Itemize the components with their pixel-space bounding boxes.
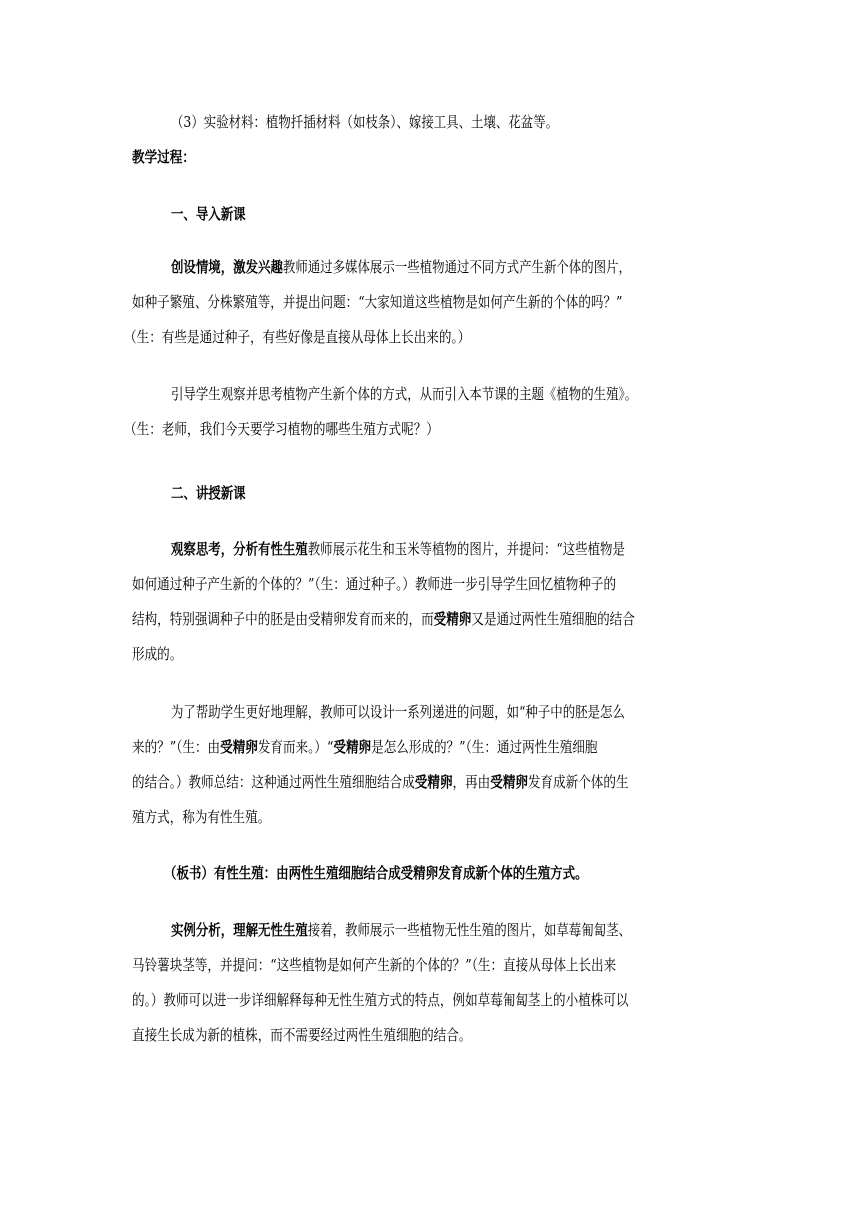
paragraph-line <box>132 772 742 793</box>
keyword-fertilized-egg: 受精卵 <box>414 773 453 791</box>
paragraph-text: 的结合。）教师总结：这种通过两性生殖细胞结合成 <box>132 773 415 791</box>
section-heading-intro: 一、导入新课 <box>171 205 246 223</box>
paragraph-text: 结构，特别强调种子中的胚是由受精卵发育而来的，而 <box>132 610 434 628</box>
keyword-fertilized-egg: 受精卵 <box>433 610 472 628</box>
paragraph-line: 殖方式，称为有性生殖。 <box>132 808 271 826</box>
paragraph-line <box>171 257 742 278</box>
paragraph-text: 教师通过多媒体展示一些植物通过不同方式产生新个体的图片， <box>282 258 631 276</box>
paragraph-text: 发育成新个体的生 <box>527 773 629 791</box>
paragraph-text: 发育而来。）“ <box>257 738 334 756</box>
keyword-fertilized-egg: 受精卵 <box>490 773 528 791</box>
paragraph-lead: 实例分析，理解无性生殖 <box>171 921 308 939</box>
paragraph-line: 形成的。 <box>132 645 183 663</box>
process-heading: 教学过程： <box>132 148 195 166</box>
keyword-fertilized-egg: 受精卵 <box>220 738 258 756</box>
paragraph-text: 接着，教师展示一些植物无性生殖的图片，如草莓匍匐茎、 <box>307 921 631 939</box>
keyword-fertilized-egg: 受精卵 <box>333 738 372 756</box>
section-heading-teaching: 二、讲授新课 <box>171 484 246 502</box>
paragraph-line: 马铃薯块茎等，并提问：“这些植物是如何产生新的个体的？”（生：直接从母体上长出来 <box>132 956 617 974</box>
paragraph-line: 直接生长成为新的植株，而不需要经过两性生殖细胞的结合。 <box>132 1026 472 1044</box>
paragraph-line <box>171 920 742 941</box>
paragraph-text: 来的？”（生：由 <box>132 738 221 756</box>
paragraph-line <box>132 737 742 758</box>
paragraph-line: 如种子繁殖、分株繁殖等，并提出问题：“大家知道这些植物是如何产生新的个体的吗？” <box>132 293 623 311</box>
paragraph-text: 是怎么形成的？”（生：通过两性生殖细胞 <box>371 738 598 756</box>
paragraph-text: 又是通过两性生殖细胞的结合 <box>471 610 635 628</box>
paragraph-lead: 观察思考，分析有性生殖 <box>171 540 308 558</box>
paragraph-text: ，再由 <box>452 773 491 791</box>
paragraph-line: 如何通过种子产生新的个体的？”（生：通过种子。）教师进一步引导学生回忆植物种子的 <box>132 575 617 593</box>
paragraph-line: （生：有些是通过种子，有些好像是直接从母体上长出来的。） <box>124 328 471 346</box>
paragraph-line <box>171 539 742 560</box>
paragraph-line: 为了帮助学生更好地理解，教师可以设计一系列递进的问题，如“种子中的胚是怎么 <box>171 703 625 721</box>
paragraph-line: 的。）教师可以进一步详细解释每种无性生殖方式的特点，例如草莓匍匐茎上的小植株可以 <box>132 991 629 1009</box>
paragraph-line: （生：老师，我们今天要学习植物的哪些生殖方式呢？） <box>124 420 439 438</box>
board-note: （板书）有性生殖：由两性生殖细胞结合成受精卵发育成新个体的生殖方式。 <box>164 864 588 882</box>
paragraph-text: 教师展示花生和玉米等植物的图片，并提问：“这些植物是 <box>307 540 625 558</box>
paragraph-line: 引导学生观察并思考植物产生新个体的方式，从而引入本节课的主题《植物的生殖》。 <box>171 385 638 403</box>
paragraph-line <box>132 609 742 630</box>
paragraph-lead: 创设情境，激发兴趣 <box>171 258 283 276</box>
materials-line: （3）实验材料：植物扦插材料（如枝条）、嫁接工具、土壤、花盆等。 <box>171 113 559 131</box>
